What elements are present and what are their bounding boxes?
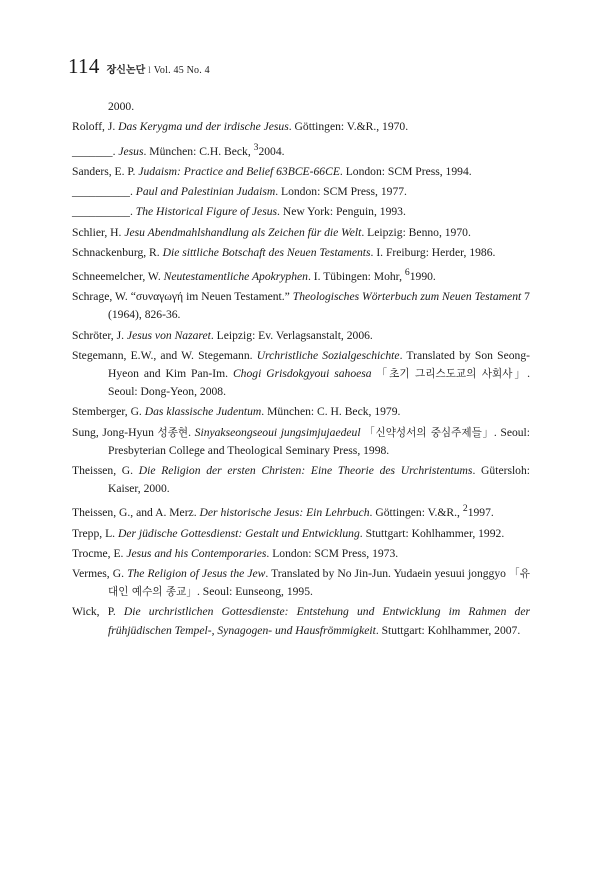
reference-text: . — [188, 425, 195, 439]
reference-title: Sinyakseongseoui jungsimjujaedeul — [194, 425, 361, 439]
reference-title: Der jüdische Gottesdienst: Gestalt und Entwicklung — [117, 526, 360, 540]
reference-entry — [72, 565, 530, 601]
journal-name: 장신논단 — [106, 65, 146, 76]
reference-entry — [72, 163, 530, 181]
reference-entry — [72, 288, 530, 324]
reference-entry — [72, 264, 530, 286]
reference-text: . New York: Penguin, 1993. — [277, 205, 406, 219]
reference-entry — [72, 183, 530, 201]
reference-entry — [72, 203, 530, 221]
reference-text: 1997. — [467, 506, 494, 520]
reference-entry — [72, 603, 530, 639]
volume-info: Vol. 45 No. 4 — [153, 65, 210, 76]
reference-text: . München: C.H. Beck, — [143, 144, 254, 158]
reference-text: Trepp, L. — [72, 526, 118, 540]
reference-text: 1990. — [409, 269, 436, 283]
reference-text: Theissen, G., and A. Merz. — [72, 506, 200, 520]
reference-title: The Religion of Jesus the Jew — [127, 567, 266, 581]
reference-entry — [72, 424, 530, 460]
reference-text: Stegemann, E.W., and W. Stegemann. — [72, 348, 257, 362]
reference-text: . München: C. H. Beck, 1979. — [261, 405, 401, 419]
reference-entry — [72, 462, 530, 498]
edition-superscript: 3 — [253, 141, 259, 153]
reference-text: . Leipzig: Benno, 1970. — [361, 225, 471, 239]
reference-title: Das klassische Judentum — [144, 405, 262, 419]
reference-title: Jesus and his Contemporaries — [126, 546, 267, 560]
reference-entry — [72, 224, 530, 242]
reference-text: . Leipzig: Ev. Verlagsanstalt, 2006. — [210, 328, 373, 342]
reference-entry — [72, 347, 530, 401]
reference-text: Schnackenburg, R. — [72, 245, 163, 259]
reference-title: Neutestamentliche Apokryphen — [163, 269, 308, 283]
reference-text: Stemberger, G. — [72, 405, 145, 419]
reference-text: . I. Freiburg: Herder, 1986. — [370, 245, 496, 259]
reference-text: . Göttingen: V.&R., — [369, 506, 463, 520]
reference-title: Die urchristlichen Gottesdienste: Entstehung und Entwicklung im Rahmen der frühjüdischen Tempel-, Synagogen- und Hausfrömmigkeit — [108, 605, 530, 637]
reference-text: Vermes, G. — [72, 567, 128, 581]
reference-text: _______. — [72, 144, 119, 158]
reference-title: Theologisches Wörterbuch zum Neuen Testament — [292, 290, 522, 304]
reference-text: . Translated by Son Seong-Hyeon and Kim Pan-Im. — [108, 348, 530, 380]
reference-entry — [72, 139, 530, 161]
reference-entry — [72, 500, 530, 522]
reference-text: __________. — [72, 184, 136, 198]
reference-title: Die Religion der ersten Christen: Eine Theorie des Urchristentums — [138, 464, 473, 478]
reference-text: Trocme, E. — [72, 546, 127, 560]
page-number: 114 — [68, 54, 100, 78]
bibliography-list — [72, 98, 530, 642]
reference-text: . Göttingen: V.&R., 1970. — [288, 120, 409, 134]
reference-text: . London: SCM Press, 1977. — [275, 184, 407, 198]
reference-entry — [72, 525, 530, 543]
reference-title: Jesus — [118, 144, 144, 158]
reference-text: . London: SCM Press, 1973. — [266, 546, 399, 560]
reference-text: . London: SCM Press, 1994. — [339, 164, 472, 178]
reference-entry — [72, 118, 530, 136]
reference-title: Urchristliche Sozialgeschichte — [256, 348, 400, 362]
reference-text: . Stuttgart: Kohlhammer, 1992. — [359, 526, 505, 540]
reference-text: Schneemelcher, W. — [72, 269, 164, 283]
reference-title: Die sittliche Botschaft des Neuen Testaments — [162, 245, 371, 259]
reference-continuation — [72, 98, 530, 116]
reference-entry — [72, 403, 530, 421]
reference-title: Chogi Grisdokgyoui sahoesa — [232, 367, 372, 380]
reference-text: Schröter, J. — [72, 328, 127, 342]
header-divider: l — [148, 65, 151, 75]
reference-text: . Seoul: Eunseong, 1995. — [196, 585, 313, 599]
reference-title: Jesus von Nazaret — [126, 328, 211, 342]
reference-title: Judaism: Practice and Belief 63BCE-66CE — [138, 164, 340, 178]
reference-text: . I. Tübingen: Mohr, — [307, 269, 405, 283]
reference-text: Sanders, E. P. — [72, 164, 139, 178]
reference-title: Das Kerygma und der irdische Jesus — [118, 120, 289, 134]
reference-entry — [72, 327, 530, 345]
korean-title: 「신약성서의 중심주제들」 — [364, 426, 494, 439]
reference-text: . Translated by No Jin-Jun. Yudaein yesuui jonggyo — [265, 567, 510, 581]
reference-text: Theissen, G. — [72, 464, 139, 478]
reference-text: 7 (1964), 826-36. — [108, 290, 530, 322]
korean-title: 「초기 그리스도교의 사회사」 — [376, 368, 528, 380]
reference-title: Der historische Jesus: Ein Lehrbuch — [199, 506, 370, 520]
edition-superscript: 2 — [462, 503, 468, 515]
reference-text: Wick, P. — [72, 605, 124, 619]
reference-text: Schrage, W. “συναγωγή im Neuen Testament.” — [72, 290, 293, 304]
reference-text: . Gütersloh: Kaiser, 2000. — [108, 464, 530, 496]
reference-text: . Seoul: Presbyterian College and Theological Seminary Press, 1998. — [108, 425, 531, 457]
korean-title: 「유대인 예수의 종교」 — [108, 568, 531, 599]
reference-text: 2004. — [258, 144, 285, 158]
edition-superscript: 6 — [404, 267, 410, 279]
reference-entry — [72, 244, 530, 262]
reference-text: Roloff, J. — [72, 120, 119, 134]
reference-title: Paul and Palestinian Judaism — [135, 184, 276, 198]
reference-text: . Seoul: Dong-Yeon, 2008. — [108, 367, 530, 399]
running-head — [68, 54, 210, 79]
reference-text: Schlier, H. — [72, 225, 125, 239]
reference-text: __________. — [72, 205, 136, 219]
korean-title: 성종현 — [157, 426, 189, 439]
reference-text: Sung, Jong-Hyun — [72, 425, 158, 439]
reference-entry — [72, 545, 530, 563]
reference-title: Jesu Abendmahlshandlung als Zeichen für die Welt — [124, 225, 362, 239]
reference-title: The Historical Figure of Jesus — [135, 205, 278, 219]
reference-text: . Stuttgart: Kohlhammer, 2007. — [375, 623, 521, 637]
reference-text: 2000. — [108, 100, 135, 113]
